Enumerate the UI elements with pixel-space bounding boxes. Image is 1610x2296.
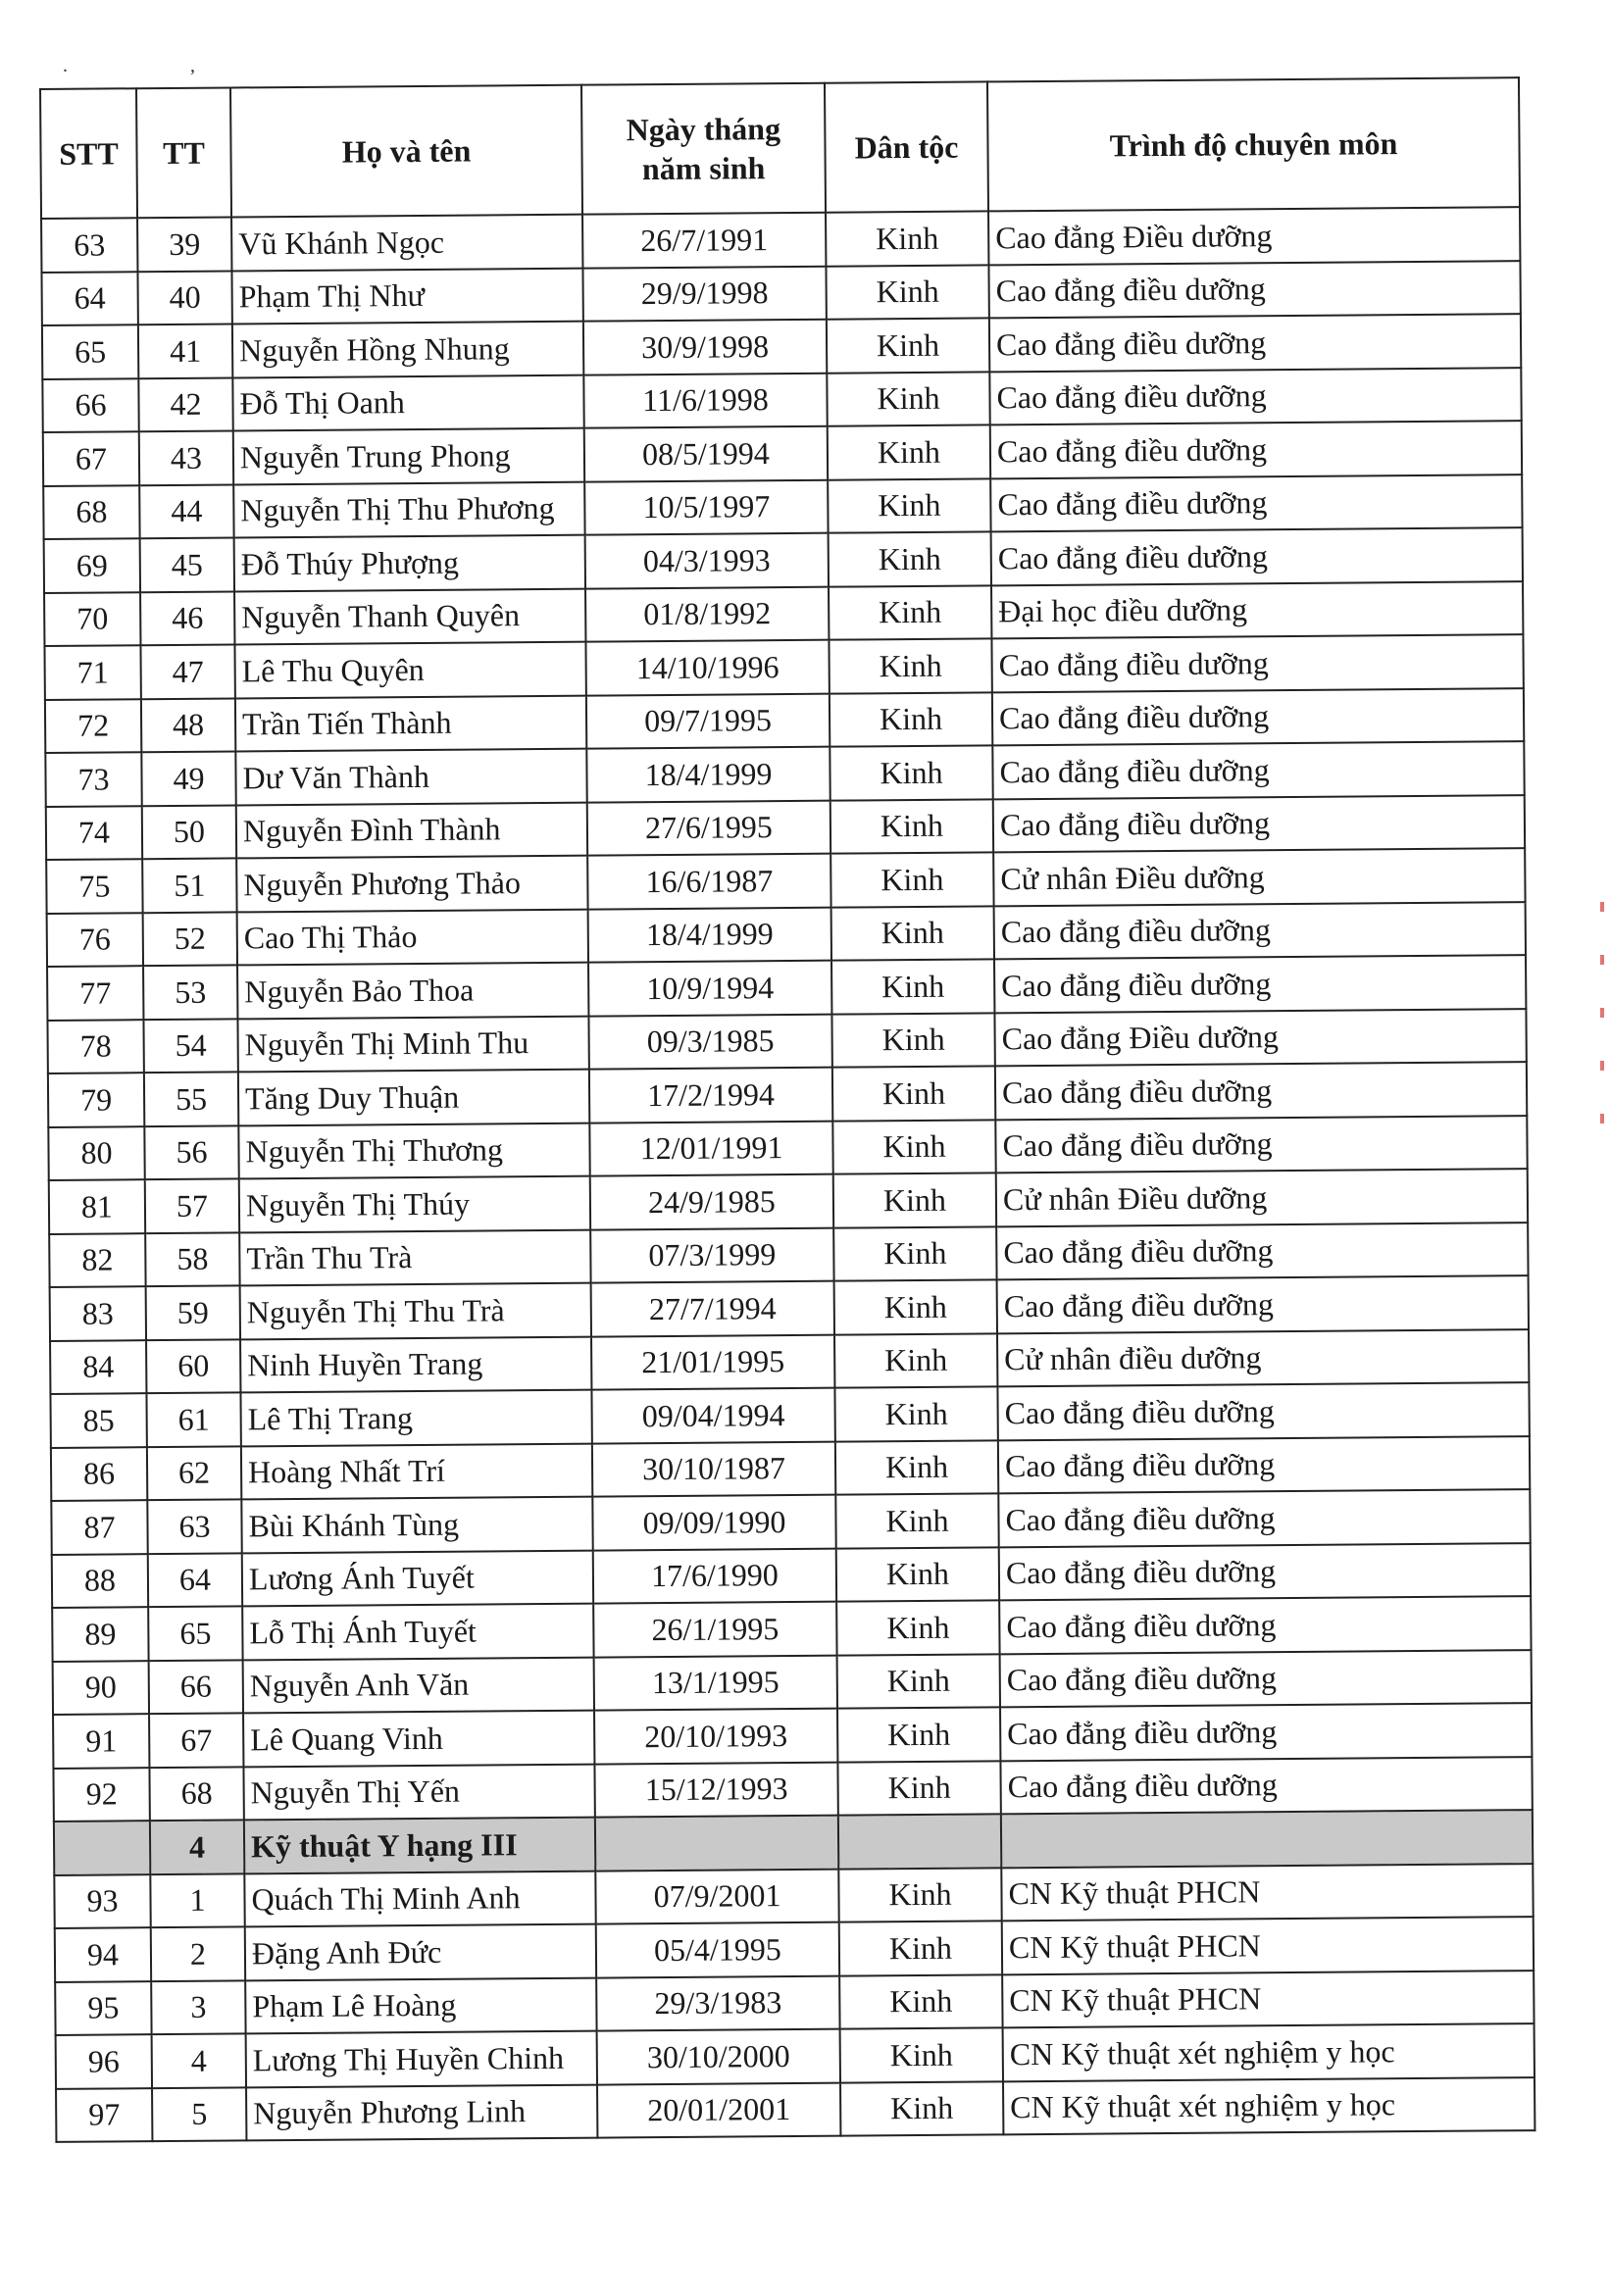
stt-cell: 77 bbox=[47, 966, 143, 1020]
name-cell: Lương Ánh Tuyết bbox=[242, 1550, 593, 1606]
name-cell: Đỗ Thúy Phượng bbox=[234, 535, 585, 591]
dob-cell: 10/9/1994 bbox=[588, 961, 831, 1016]
stt-cell: 68 bbox=[43, 485, 139, 539]
header-qualification: Trình độ chuyên môn bbox=[987, 77, 1520, 211]
dob-cell: 26/1/1995 bbox=[593, 1602, 836, 1657]
ethnicity-cell: Kinh bbox=[838, 1868, 1001, 1922]
tt-cell: 43 bbox=[139, 430, 233, 484]
tt-cell: 44 bbox=[139, 484, 233, 538]
dob-cell: 04/3/1993 bbox=[585, 533, 829, 588]
stt-cell: 64 bbox=[41, 272, 137, 325]
staff-table bbox=[39, 76, 1535, 2143]
tt-cell: 50 bbox=[142, 805, 236, 859]
qualification-cell: Cao đẳng điều dưỡng bbox=[999, 1543, 1531, 1601]
dob-cell: 13/1/1995 bbox=[594, 1655, 837, 1710]
ethnicity-cell: Kinh bbox=[840, 2027, 1003, 2082]
stt-cell: 69 bbox=[44, 538, 140, 592]
qualification-cell: CN Kỹ thuật PHCN bbox=[1002, 1971, 1534, 2028]
ethnicity-cell: Kinh bbox=[833, 1173, 996, 1227]
header-ethnicity: Dân tộc bbox=[825, 81, 988, 212]
ethnicity-cell: Kinh bbox=[836, 1600, 999, 1655]
group-number-cell: 4 bbox=[150, 1820, 244, 1873]
header-dob-line2: năm sinh bbox=[641, 150, 766, 187]
ethnicity-cell: Kinh bbox=[829, 638, 991, 693]
tt-cell: 54 bbox=[143, 1019, 237, 1073]
qualification-cell: Cao đẳng điều dưỡng bbox=[992, 688, 1524, 746]
dob-cell: 30/10/1987 bbox=[592, 1441, 835, 1496]
tt-cell: 65 bbox=[148, 1606, 242, 1660]
qualification-cell: Cao đẳng điều dưỡng bbox=[995, 1062, 1527, 1120]
group-ethnicity-cell bbox=[838, 1814, 1001, 1869]
name-cell: Nguyễn Thanh Quyên bbox=[234, 588, 585, 644]
tt-cell: 39 bbox=[137, 217, 231, 271]
stt-cell: 81 bbox=[49, 1179, 145, 1233]
ethnicity-cell: Kinh bbox=[834, 1386, 997, 1441]
stt-cell: 97 bbox=[56, 2088, 152, 2142]
tt-cell: 60 bbox=[146, 1339, 240, 1393]
ethnicity-cell: Kinh bbox=[837, 1707, 1000, 1762]
qualification-cell: Cao đẳng điều dưỡng bbox=[999, 1596, 1531, 1654]
tt-cell: 2 bbox=[151, 1926, 245, 1980]
dob-cell: 09/7/1995 bbox=[586, 693, 830, 748]
ethnicity-cell: Kinh bbox=[834, 1279, 997, 1334]
dob-cell: 21/01/1995 bbox=[591, 1334, 834, 1389]
stt-cell: 74 bbox=[46, 806, 142, 860]
stt-cell: 91 bbox=[53, 1714, 149, 1768]
dob-cell: 27/6/1995 bbox=[587, 800, 830, 855]
dob-cell: 24/9/1985 bbox=[590, 1174, 833, 1229]
qualification-cell: Cao đẳng điều dưỡng bbox=[1000, 1757, 1532, 1815]
dob-cell: 15/12/1993 bbox=[594, 1762, 837, 1817]
dob-cell: 27/7/1994 bbox=[591, 1281, 834, 1336]
group-stt-cell bbox=[54, 1821, 150, 1874]
stt-cell: 93 bbox=[54, 1874, 150, 1928]
tt-cell: 40 bbox=[137, 271, 231, 324]
header-name: Họ và tên bbox=[230, 85, 582, 218]
dob-cell: 18/4/1999 bbox=[586, 747, 830, 802]
tt-cell: 42 bbox=[138, 377, 232, 431]
stt-cell: 78 bbox=[47, 1020, 143, 1073]
name-cell: Lỗ Thị Ánh Tuyết bbox=[242, 1604, 593, 1660]
dob-cell: 05/4/1995 bbox=[596, 1922, 839, 1977]
tt-cell: 45 bbox=[140, 537, 234, 591]
tt-cell: 49 bbox=[141, 751, 235, 805]
stt-cell: 84 bbox=[50, 1340, 146, 1394]
dob-cell: 29/9/1998 bbox=[582, 266, 826, 321]
tt-cell: 4 bbox=[152, 2033, 246, 2087]
tt-cell: 48 bbox=[141, 698, 235, 752]
stt-cell: 85 bbox=[50, 1393, 146, 1447]
tt-cell: 56 bbox=[144, 1125, 238, 1179]
ethnicity-cell: Kinh bbox=[832, 1066, 995, 1121]
name-cell: Nguyễn Thị Thương bbox=[238, 1123, 589, 1178]
stt-cell: 92 bbox=[53, 1768, 149, 1822]
name-cell: Lê Quang Vinh bbox=[243, 1711, 594, 1767]
ethnicity-cell: Kinh bbox=[834, 1333, 997, 1388]
qualification-cell: Cao đẳng điều dưỡng bbox=[989, 368, 1521, 425]
header-dob bbox=[581, 83, 826, 215]
ethnicity-cell: Kinh bbox=[829, 531, 991, 586]
group-qualification-cell bbox=[1001, 1810, 1533, 1868]
name-cell: Trần Tiến Thành bbox=[235, 695, 586, 751]
table-row bbox=[56, 2077, 1535, 2142]
dob-cell: 26/7/1991 bbox=[582, 213, 826, 268]
name-cell: Nguyễn Hồng Nhung bbox=[232, 322, 583, 377]
tt-cell: 5 bbox=[152, 2087, 246, 2141]
ethnicity-cell: Kinh bbox=[826, 265, 988, 320]
dob-cell: 01/8/1992 bbox=[585, 586, 829, 641]
qualification-cell: Cao đẳng điều dưỡng bbox=[996, 1223, 1528, 1280]
qualification-cell: Cao đẳng điều dưỡng bbox=[1000, 1650, 1532, 1708]
ethnicity-cell: Kinh bbox=[826, 211, 988, 266]
qualification-cell: Cao đẳng điều dưỡng bbox=[993, 795, 1525, 853]
name-cell: Ninh Huyền Trang bbox=[240, 1336, 591, 1392]
qualification-cell: Cao đẳng điều dưỡng bbox=[990, 421, 1522, 478]
name-cell: Cao Thị Thảo bbox=[237, 909, 588, 965]
stt-cell: 80 bbox=[48, 1126, 144, 1180]
tt-cell: 64 bbox=[148, 1553, 242, 1607]
stt-cell: 65 bbox=[42, 324, 138, 378]
tt-cell: 66 bbox=[149, 1660, 243, 1714]
qualification-cell: Cao đẳng điều dưỡng bbox=[991, 527, 1523, 585]
name-cell: Trần Thu Trà bbox=[239, 1229, 590, 1285]
header-dob-line1: Ngày tháng bbox=[626, 111, 781, 148]
stt-cell: 63 bbox=[41, 218, 137, 272]
name-cell: Lê Thu Quyên bbox=[234, 642, 585, 698]
stt-cell: 70 bbox=[44, 592, 140, 646]
name-cell: Phạm Lê Hoàng bbox=[245, 1977, 596, 2033]
tt-cell: 1 bbox=[150, 1873, 244, 1927]
stt-cell: 82 bbox=[49, 1233, 145, 1287]
ethnicity-cell: Kinh bbox=[835, 1493, 998, 1548]
name-cell: Nguyễn Phương Thảo bbox=[236, 856, 587, 912]
ethnicity-cell: Kinh bbox=[833, 1226, 996, 1281]
dob-cell: 16/6/1987 bbox=[587, 854, 830, 909]
qualification-cell: Cao đẳng điều dưỡng bbox=[988, 261, 1520, 319]
dob-cell: 30/9/1998 bbox=[583, 320, 827, 374]
tt-cell: 59 bbox=[146, 1285, 240, 1339]
tt-cell: 55 bbox=[144, 1072, 238, 1125]
tt-cell: 3 bbox=[151, 1980, 245, 2034]
ethnicity-cell: Kinh bbox=[830, 692, 992, 747]
tt-cell: 41 bbox=[138, 324, 232, 377]
dob-cell: 20/01/2001 bbox=[597, 2082, 840, 2137]
ethnicity-cell: Kinh bbox=[832, 1120, 995, 1174]
ethnicity-cell: Kinh bbox=[835, 1440, 998, 1495]
tt-cell: 52 bbox=[143, 912, 237, 966]
ethnicity-cell: Kinh bbox=[828, 424, 990, 479]
qualification-cell: Cao đẳng điều dưỡng bbox=[989, 314, 1521, 372]
stt-cell: 88 bbox=[52, 1554, 148, 1608]
stt-cell: 72 bbox=[45, 699, 141, 753]
tt-cell: 61 bbox=[146, 1392, 240, 1446]
qualification-cell: Cao đẳng điều dưỡng bbox=[994, 902, 1526, 960]
ethnicity-cell: Kinh bbox=[829, 585, 991, 640]
dob-cell: 09/3/1985 bbox=[588, 1014, 831, 1069]
name-cell: Đỗ Thị Oanh bbox=[232, 374, 583, 430]
name-cell: Nguyễn Đình Thành bbox=[236, 802, 587, 858]
dob-cell: 12/01/1991 bbox=[589, 1121, 832, 1175]
ethnicity-cell: Kinh bbox=[830, 852, 993, 907]
scan-specks: . , bbox=[63, 55, 254, 76]
tt-cell: 51 bbox=[142, 858, 236, 912]
ethnicity-cell: Kinh bbox=[827, 372, 989, 426]
group-dob-cell bbox=[595, 1816, 838, 1871]
qualification-cell: Cao đẳng Điều dưỡng bbox=[994, 1009, 1526, 1067]
ethnicity-cell: Kinh bbox=[831, 959, 994, 1014]
dob-cell: 10/5/1997 bbox=[584, 479, 828, 534]
tt-cell: 57 bbox=[145, 1178, 239, 1232]
name-cell: Nguyễn Bảo Thoa bbox=[237, 963, 588, 1019]
ethnicity-cell: Kinh bbox=[830, 799, 993, 854]
stt-cell: 90 bbox=[53, 1661, 149, 1715]
tt-cell: 62 bbox=[147, 1446, 241, 1500]
stt-cell: 71 bbox=[44, 645, 140, 699]
name-cell: Nguyễn Trung Phong bbox=[233, 428, 584, 484]
ethnicity-cell: Kinh bbox=[837, 1654, 1000, 1709]
dob-cell: 29/3/1983 bbox=[596, 1975, 839, 2030]
dob-cell: 30/10/2000 bbox=[597, 2029, 840, 2084]
qualification-cell: Cao đẳng điều dưỡng bbox=[995, 1116, 1527, 1173]
qualification-cell: Cao đẳng điều dưỡng bbox=[991, 634, 1523, 692]
name-cell: Nguyễn Thị Thúy bbox=[239, 1176, 590, 1232]
tt-cell: 68 bbox=[149, 1767, 243, 1821]
ethnicity-cell: Kinh bbox=[827, 318, 989, 373]
name-cell: Tăng Duy Thuận bbox=[238, 1070, 589, 1125]
dob-cell: 07/3/1999 bbox=[590, 1227, 833, 1282]
name-cell: Nguyễn Phương Linh bbox=[246, 2084, 597, 2140]
dob-cell: 18/4/1999 bbox=[588, 907, 831, 962]
tt-cell: 46 bbox=[140, 591, 234, 645]
group-title-cell: Kỹ thuật Y hạng III bbox=[244, 1818, 595, 1873]
tt-cell: 58 bbox=[145, 1232, 239, 1286]
qualification-cell: Cao đẳng điều dưỡng bbox=[997, 1275, 1529, 1333]
name-cell: Phạm Thị Như bbox=[231, 268, 582, 324]
name-cell: Nguyễn Anh Văn bbox=[243, 1657, 594, 1713]
qualification-cell: Cao đẳng điều dưỡng bbox=[992, 741, 1524, 799]
qualification-cell: Cao đẳng Điều dưỡng bbox=[988, 207, 1520, 265]
stt-cell: 83 bbox=[50, 1286, 146, 1340]
name-cell: Nguyễn Thị Minh Thu bbox=[237, 1016, 588, 1072]
tt-cell: 67 bbox=[149, 1713, 243, 1767]
qualification-cell: CN Kỹ thuật xét nghiệm y học bbox=[1003, 2023, 1535, 2081]
qualification-cell: CN Kỹ thuật PHCN bbox=[1001, 1864, 1533, 1922]
name-cell: Nguyễn Thị Thu Trà bbox=[240, 1283, 591, 1339]
dob-cell: 09/09/1990 bbox=[592, 1495, 835, 1550]
header-tt: TT bbox=[136, 87, 231, 218]
stt-cell: 94 bbox=[55, 1927, 151, 1981]
qualification-cell: Đại học điều dưỡng bbox=[991, 581, 1523, 639]
table-body bbox=[41, 207, 1535, 2142]
name-cell: Nguyễn Thị Thu Phương bbox=[233, 481, 584, 537]
qualification-cell: CN Kỹ thuật xét nghiệm y học bbox=[1003, 2077, 1535, 2135]
qualification-cell: Cử nhân điều dưỡng bbox=[997, 1329, 1529, 1387]
stt-cell: 89 bbox=[52, 1607, 148, 1661]
stt-cell: 73 bbox=[45, 752, 141, 806]
ethnicity-cell: Kinh bbox=[836, 1547, 999, 1602]
name-cell: Lương Thị Huyền Chinh bbox=[246, 2031, 597, 2087]
qualification-cell: Cử nhân Điều dưỡng bbox=[993, 848, 1525, 906]
tt-cell: 53 bbox=[143, 965, 237, 1019]
stamp-edge-marks bbox=[1600, 902, 1608, 1196]
tt-cell: 47 bbox=[140, 644, 234, 698]
stt-cell: 87 bbox=[51, 1500, 147, 1554]
header-stt: STT bbox=[40, 88, 137, 219]
qualification-cell: Cao đẳng điều dưỡng bbox=[994, 955, 1526, 1013]
dob-cell: 17/6/1990 bbox=[593, 1548, 836, 1603]
ethnicity-cell: Kinh bbox=[839, 1921, 1002, 1975]
qualification-cell: CN Kỹ thuật PHCN bbox=[1002, 1917, 1534, 1974]
stt-cell: 95 bbox=[55, 1981, 151, 2035]
stt-cell: 86 bbox=[51, 1447, 147, 1501]
table-header-row bbox=[40, 77, 1520, 219]
dob-cell: 17/2/1994 bbox=[589, 1068, 832, 1123]
name-cell: Dư Văn Thành bbox=[235, 749, 586, 805]
name-cell: Vũ Khánh Ngọc bbox=[231, 215, 582, 271]
qualification-cell: Cao đẳng điều dưỡng bbox=[997, 1382, 1529, 1440]
stt-cell: 66 bbox=[42, 378, 138, 432]
stt-cell: 79 bbox=[48, 1073, 144, 1126]
stt-cell: 75 bbox=[46, 859, 142, 913]
dob-cell: 14/10/1996 bbox=[585, 640, 829, 695]
ethnicity-cell: Kinh bbox=[831, 1013, 994, 1068]
dob-cell: 07/9/2001 bbox=[595, 1869, 838, 1923]
name-cell: Hoàng Nhất Trí bbox=[241, 1443, 592, 1499]
qualification-cell: Cao đẳng điều dưỡng bbox=[990, 474, 1522, 532]
qualification-cell: Cao đẳng điều dưỡng bbox=[998, 1489, 1530, 1547]
name-cell: Quách Thị Minh Anh bbox=[244, 1871, 595, 1926]
stt-cell: 96 bbox=[56, 2034, 152, 2088]
qualification-cell: Cử nhân Điều dưỡng bbox=[996, 1169, 1528, 1226]
tt-cell: 63 bbox=[147, 1499, 241, 1553]
qualification-cell: Cao đẳng điều dưỡng bbox=[1000, 1703, 1532, 1761]
ethnicity-cell: Kinh bbox=[828, 478, 990, 533]
name-cell: Bùi Khánh Tùng bbox=[241, 1497, 592, 1553]
ethnicity-cell: Kinh bbox=[839, 1974, 1002, 2029]
ethnicity-cell: Kinh bbox=[837, 1761, 1000, 1816]
stt-cell: 67 bbox=[43, 431, 139, 485]
dob-cell: 11/6/1998 bbox=[583, 373, 827, 427]
name-cell: Đặng Anh Đức bbox=[245, 1924, 596, 1980]
dob-cell: 20/10/1993 bbox=[594, 1709, 837, 1764]
qualification-cell: Cao đẳng điều dưỡng bbox=[998, 1436, 1530, 1494]
dob-cell: 09/04/1994 bbox=[591, 1388, 834, 1443]
dob-cell: 08/5/1994 bbox=[584, 426, 828, 481]
ethnicity-cell: Kinh bbox=[830, 745, 992, 800]
name-cell: Lê Thị Trang bbox=[240, 1390, 591, 1446]
ethnicity-cell: Kinh bbox=[840, 2081, 1003, 2136]
stt-cell: 76 bbox=[47, 913, 143, 967]
name-cell: Nguyễn Thị Yến bbox=[243, 1764, 594, 1820]
ethnicity-cell: Kinh bbox=[831, 906, 994, 961]
